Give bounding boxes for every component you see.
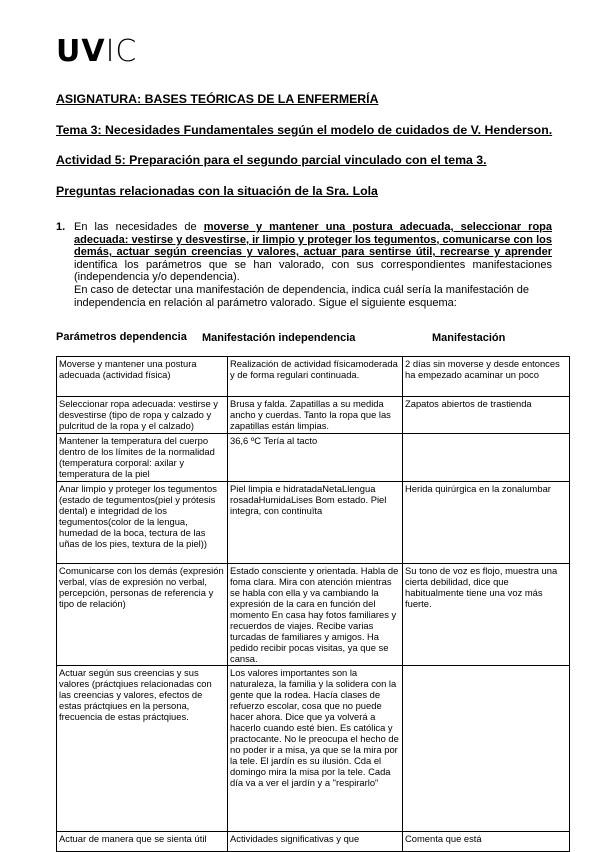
header-parametros: Parámetros dependencia [56, 331, 187, 343]
cell-dep [403, 666, 570, 832]
question-line2: En caso de detectar una manifestación de dependencia, indica cuál sería la manifestación de independencia en relación al parámetro valorado. Sigue el siguiente esquema: [74, 283, 529, 309]
cell-param: Moverse y mantener una postura adecuada (actividad física) [57, 357, 228, 397]
question-number: 1. [56, 221, 66, 233]
cell-param: Anar limpio y proteger los tegumentos (estado de tegumentos(piel y prótesis dental) e integridad de los tegumentos(color de la lengua, humedad de la boca, tectura de las uñas de los pies, textura de la piel)) [57, 482, 228, 564]
question-intro: En las necesidades de [74, 221, 204, 233]
header-independencia: Manifestación independencia [202, 332, 356, 344]
cell-param: Actuar de manera que se sienta útil [57, 832, 228, 852]
cell-indep: 36,6 ºC Tería al tacto [228, 434, 403, 482]
table-row [57, 397, 570, 434]
question-rest: identifica los parámetros que se han valorado, con sus correspondientes manifestaciones (independencia y/o dependencia). [74, 258, 552, 284]
table-row [57, 832, 570, 852]
table-row [57, 434, 570, 482]
cell-dep [403, 434, 570, 482]
cell-dep: Su tono de voz es flojo, muestra una cierta debilidad, dice que habitualmente tiene una voz más fuerte. [403, 564, 570, 666]
needs-table [56, 356, 570, 852]
cell-indep: Realización de actividad físicamoderada y de forma regulari continuada. [228, 357, 403, 397]
cell-param: Comunicarse con los demás (expresión verbal, vías de expresión no verbal, percepción, personas de referencia y tipo de relación) [57, 564, 228, 666]
uvic-logo: UVIC [56, 34, 138, 69]
question-needs: moverse y mantener una postura adecuada, seleccionar ropa adecuada: vestirse y desvestirse, ir limpio y proteger los tegumentos, comunicarse con los demás, actuar según creencias y valores, actuar para sentirse útil, recrearse y aprender [74, 221, 552, 259]
activity-heading: Actividad 5: Preparación para el segundo parcial vinculado con el tema 3. [56, 153, 487, 167]
table-row [57, 666, 570, 832]
questions-heading: Preguntas relacionadas con la situación de la Sra. Lola [56, 184, 378, 198]
header-manifestacion: Manifestación [432, 332, 506, 344]
theme-heading: Tema 3: Necesidades Fundamentales según el modelo de cuidados de V. Henderson. [56, 123, 553, 137]
cell-dep: Comenta que está [403, 832, 570, 852]
table-header [56, 332, 570, 357]
table-row [57, 482, 570, 564]
cell-indep: Brusa y falda. Zapatillas a su medida ancho y cuerdas. Tanto la ropa que las zapatillas están limpias. [228, 397, 403, 434]
cell-param: Actuar según sus creencias y sus valores (práctqiues relacionadas con las creencias y valores, efectos de estas práctqiues en la persona, frecuencia de estas práctqiues. [57, 666, 228, 832]
cell-indep: Estado consciente y orientada. Habla de foma clara. Mira con atención mientras se habla con ella y va cambiando la expresión de la cara en función del momento En casa hay fotos familiares y recuerdos de viajes. Recibe varias turcadas de familiares y amigos. Ha pedido recibir pocas visitas, ya que se cansa. [228, 564, 403, 666]
cell-param: Mantener la temperatura del cuerpo dentro de los límites de la normalidad (temperatura corporal: axilar y temperatura de la piel [57, 434, 228, 482]
cell-dep: Zapatos abiertos de trastienda [403, 397, 570, 434]
cell-indep: Actividades significativas y que [228, 832, 403, 852]
subject-heading: ASIGNATURA: BASES TEÓRICAS DE LA ENFERMERÍA [56, 92, 379, 106]
cell-dep: Herida quirúrgica en la zonalumbar [403, 482, 570, 564]
table-row [57, 357, 570, 397]
cell-param: Seleccionar ropa adecuada: vestirse y desvestirse (tipo de ropa y calzado y pulcritud de la ropa y el calzado) [57, 397, 228, 434]
table-row [57, 564, 570, 666]
cell-dep: 2 días sin moverse y desde entonces ha empezado acaminar un poco [403, 357, 570, 397]
cell-indep: Los valores importantes son la naturaleza, la familia y la solidera con la gente que la rodea. Hacía clases de refuerzo escolar, cosa que no puede hacer ahora. Dice que ya volverá a hacerlo cuando esté bien. Es católica y practocante. No le preocupa el hecho de no poder ir a misa, ya que se la mira por la tele. El jardín es su ilusión. Cda el domingo mira la misa por la tele. Cada día va a ver el jardín y a "respirarlo" [228, 666, 403, 832]
question-1 [56, 221, 552, 309]
cell-indep: Piel limpia e hidratadaNetaLlengua rosadaHumidaLises Bom estado. Piel integra, con continuïta [228, 482, 403, 564]
